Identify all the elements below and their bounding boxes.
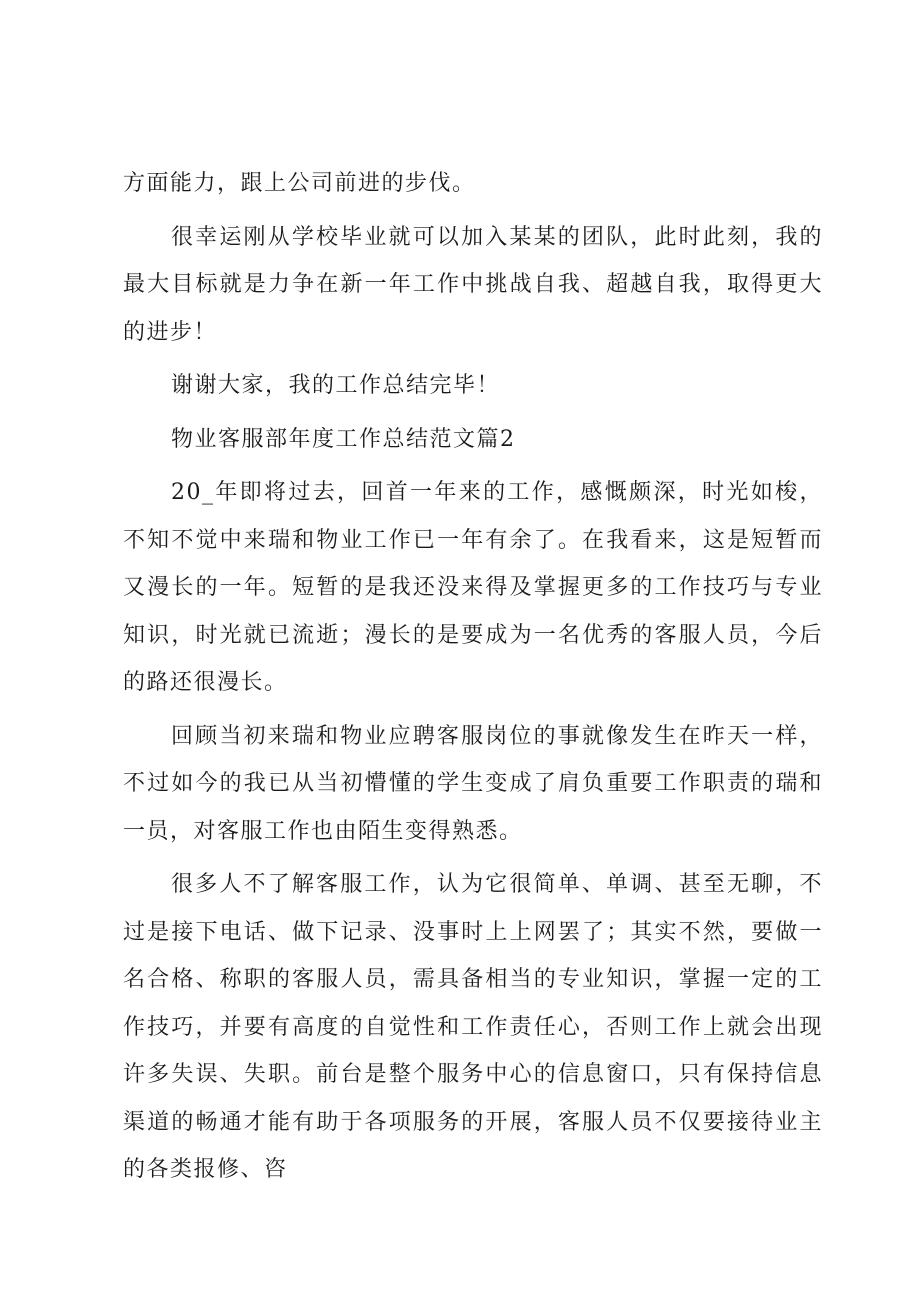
paragraph-goal: 很幸运刚从学校毕业就可以加入某某的团队，此时此刻，我的最大目标就是力争在新一年工作中挑战自我、超越自我，取得更大的进步！ xyxy=(123,224,823,345)
paragraph-recollection: 回顾当初来瑞和物业应聘客服岗位的事就像发生在昨天一样，不过如今的我已从当初懵懂的学生变成了肩负重要工作职责的瑞和一员，对客服工作也由陌生变得熟悉。 xyxy=(123,723,823,844)
document-body xyxy=(123,160,823,1200)
section-heading: 物业客服部年度工作总结范文篇2 xyxy=(171,426,516,452)
paragraph-customer-service: 很多人不了解客服工作，认为它很简单、单调、甚至无聊，不过是接下电话、做下记录、没事时上上网罢了；其实不然，要做一名合格、称职的客服人员，需具备相当的专业知识，掌握一定的工作技巧，并要有高度的自觉性和工作责任心，否则工作上就会出现许多失误、失职。前台是整个服务中心的信息窗口，只有保持信息渠道的畅通才能有助于各项服务的开展，客服人员不仅要接待业主的各类报修、咨 xyxy=(123,872,823,1182)
paragraph-year-review: 20_年即将过去，回首一年来的工作，感慨颇深，时光如梭，不知不觉中来瑞和物业工作已一年有余了。在我看来，这是短暂而又漫长的一年。短暂的是我还没来得及掌握更多的工作技巧与专业知识，时光就已流逝；漫长的是要成为一名优秀的客服人员，今后的路还很漫长。 xyxy=(123,480,823,695)
paragraph-continuation: 方面能力，跟上公司前进的步伐。 xyxy=(123,171,476,196)
paragraph-thanks: 谢谢大家，我的工作总结完毕！ xyxy=(171,373,501,398)
